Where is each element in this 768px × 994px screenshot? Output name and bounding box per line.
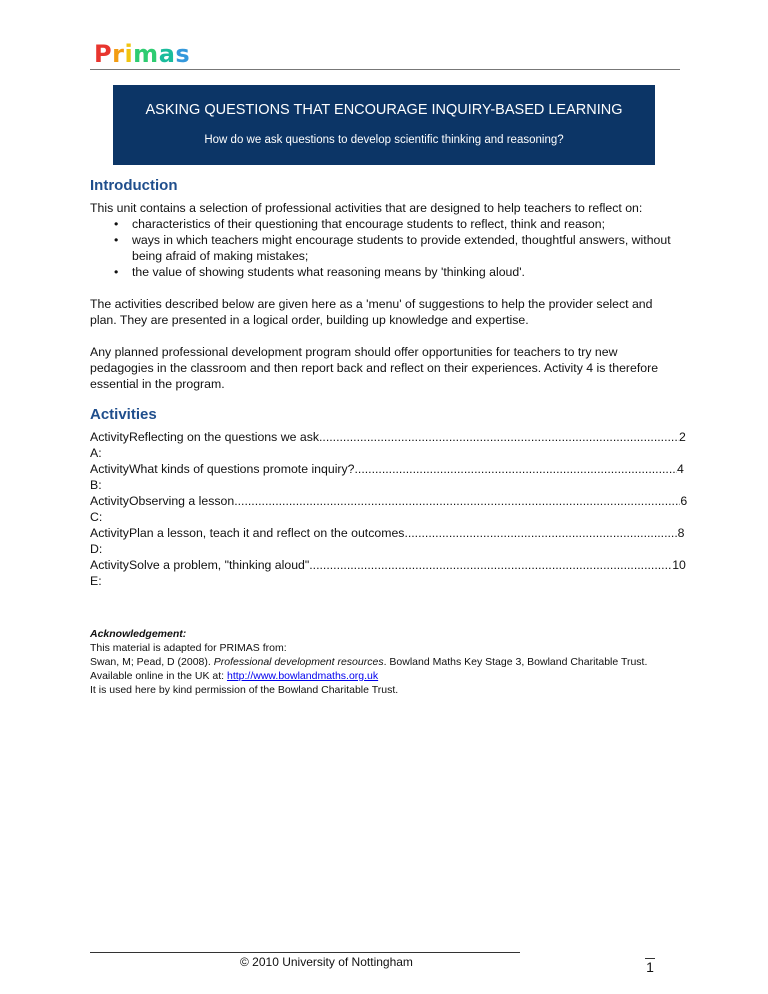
header-divider [90,69,680,70]
toc-entry[interactable] [90,461,684,493]
ack-citation [90,655,680,683]
bowland-link[interactable]: http://www.bowlandmaths.org.uk [226,670,379,682]
footer-divider [90,952,520,953]
toc-page: 2 [679,430,686,444]
bullet-item: • ways in which teachers might encourage students to provide extended, thoughtful answers, without being afraid of making mistakes; [132,232,680,264]
acknowledgement [90,627,680,697]
intro-paragraph: The activities described below are given here as a 'menu' of suggestions to help the provider select and plan. They are presented in a logical order, building up knowledge and expertise. [90,297,653,327]
activities-heading: Activities [90,406,157,423]
toc-page: 6 [680,494,688,508]
toc-page: 10 [672,558,686,572]
primas-logo: Primas [94,40,191,68]
page-number: 1 [646,959,654,975]
toc-entry[interactable] [90,557,686,589]
bullet-item: • characteristics of their questioning that encourage students to reflect, think and reason; [132,216,680,232]
toc-leader [319,429,679,461]
toc-leader [355,461,677,493]
ack-line: This material is adapted for PRIMAS from: [90,642,287,654]
cite-text: . Bowland Maths Key Stage 3, Bowland Charitable Trust. Available online in the UK at: [90,656,648,682]
toc-label: Activity A: [90,430,129,460]
toc-entry[interactable] [90,429,686,461]
intro-paragraph: Any planned professional development program should offer opportunities for teachers to try new pedagogies in the classroom and then report back and reflect on their experiences. Activity 4 is therefore essential in the program. [90,345,659,391]
footer-copyright: © 2010 University of Nottingham [240,955,413,969]
toc-entry[interactable] [90,525,685,557]
toc-entry[interactable] [90,493,688,525]
ack-line: It is used here by kind permission of the Bowland Charitable Trust. [90,684,399,696]
toc-page: 4 [676,462,684,476]
cite-title: Professional development resources [213,656,384,668]
toc-title: Observing a lesson [128,494,235,508]
title-banner [113,85,655,165]
document-title: ASKING QUESTIONS THAT ENCOURAGE INQUIRY-BASED LEARNING [145,102,623,118]
toc-title: Solve a problem, "thinking aloud" [128,558,310,572]
toc-title: What kinds of questions promote inquiry? [128,462,355,476]
toc-title: Plan a lesson, teach it and reflect on the outcomes [128,526,405,540]
ack-heading: Acknowledgement: [90,628,187,640]
toc-page: 8 [677,526,685,540]
toc-label: Activity C: [90,494,129,524]
cite-text: Swan, M; Pead, D (2008). [90,656,214,668]
toc-leader [309,557,672,589]
introduction-heading: Introduction [90,177,178,194]
toc-leader [234,493,680,525]
toc-label: Activity D: [90,526,129,556]
activities-toc [90,429,688,589]
intro-bullets [90,216,680,280]
toc-label: Activity B: [90,462,129,492]
toc-title: Reflecting on the questions we ask [128,430,319,444]
content [90,177,688,697]
toc-label: Activity E: [90,558,129,588]
bullet-item: • the value of showing students what reasoning means by 'thinking aloud'. [132,264,680,280]
document-subtitle: How do we ask questions to develop scientific thinking and reasoning? [204,134,564,146]
intro-lead: This unit contains a selection of professional activities that are designed to help teachers to reflect on: [90,201,643,215]
toc-leader [404,525,677,557]
